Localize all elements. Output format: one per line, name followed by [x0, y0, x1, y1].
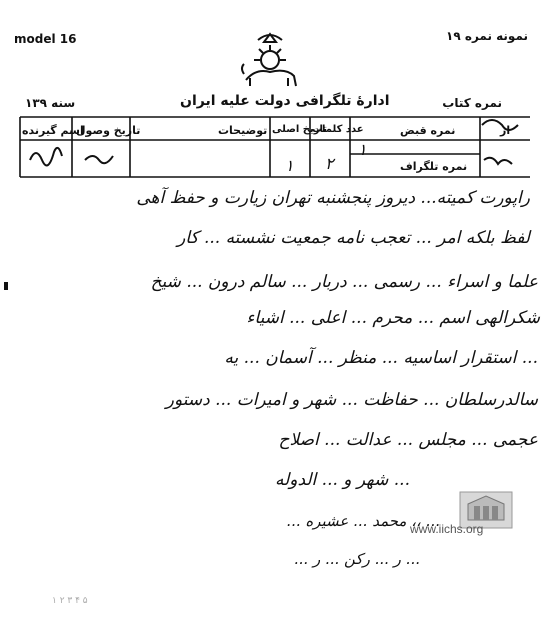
watermark-url: www.iichs.org: [410, 522, 484, 536]
body-line-1: راپورت کمیته... دیروز پنجشنبه تهران زیارت و حفظ آهی: [136, 188, 530, 208]
receipt-number-value: ۱: [358, 140, 367, 159]
margin-mark: [4, 282, 8, 290]
body-line-2: لفظ بلکه امر ... تعجب نامه جمعیت نشسته ... کار: [177, 228, 530, 248]
register-number-label: نمره کتاب: [442, 96, 502, 110]
remarks-header: توضیحات: [218, 124, 268, 137]
body-line-7: عجمی ... مجلس ... عدالت ... اصلاح: [278, 430, 538, 450]
body-line-3: علما و اسراء ... رسمی ... دربار ... سالم درون ... شیخ: [150, 272, 538, 292]
model-number: model 16: [14, 32, 77, 46]
signature-line-2: ... ر ... رکن ... ر ...: [293, 550, 420, 568]
arrival-date-header: تاریخ وصول: [76, 124, 141, 137]
signature-line-1: ... ،، محمد ... عشیره ...: [286, 512, 440, 530]
original-date-value: ۱: [285, 156, 294, 175]
original-date-header: تاریخ اصلی: [272, 124, 327, 135]
body-line-8: ... شهر و ... الدوله: [274, 470, 410, 490]
year-label: سنه ۱۳۹: [25, 96, 76, 110]
receipt-number-header: نمره قبض: [400, 124, 456, 137]
word-count-header: عدد کلمات: [312, 124, 364, 135]
from-header: از: [500, 124, 511, 137]
agency-title: ادارهٔ تلگرافی دولت علیه ایران: [180, 93, 390, 109]
telegraph-number-header: نمره تلگراف: [400, 160, 468, 173]
lion-and-sun-emblem-icon: [236, 30, 304, 90]
form-number: نمونه نمره ۱۹: [446, 29, 528, 43]
bottom-marks: ۱ ۲ ۳ ۴ ۵: [52, 596, 88, 606]
body-line-6: سالدرسلطان ... حفاظت ... شهر و امیرات ... دستور: [165, 390, 538, 410]
receiver-name-header: اسم گیرنده: [22, 124, 84, 137]
body-line-5: ... استقرار اساسیه ... منظر ... آسمان ... یه: [224, 348, 538, 368]
body-line-4: شکرالهی اسم ... محرم ... اعلی ... اشیاء: [246, 308, 540, 328]
word-count-value: ۲: [325, 154, 334, 173]
